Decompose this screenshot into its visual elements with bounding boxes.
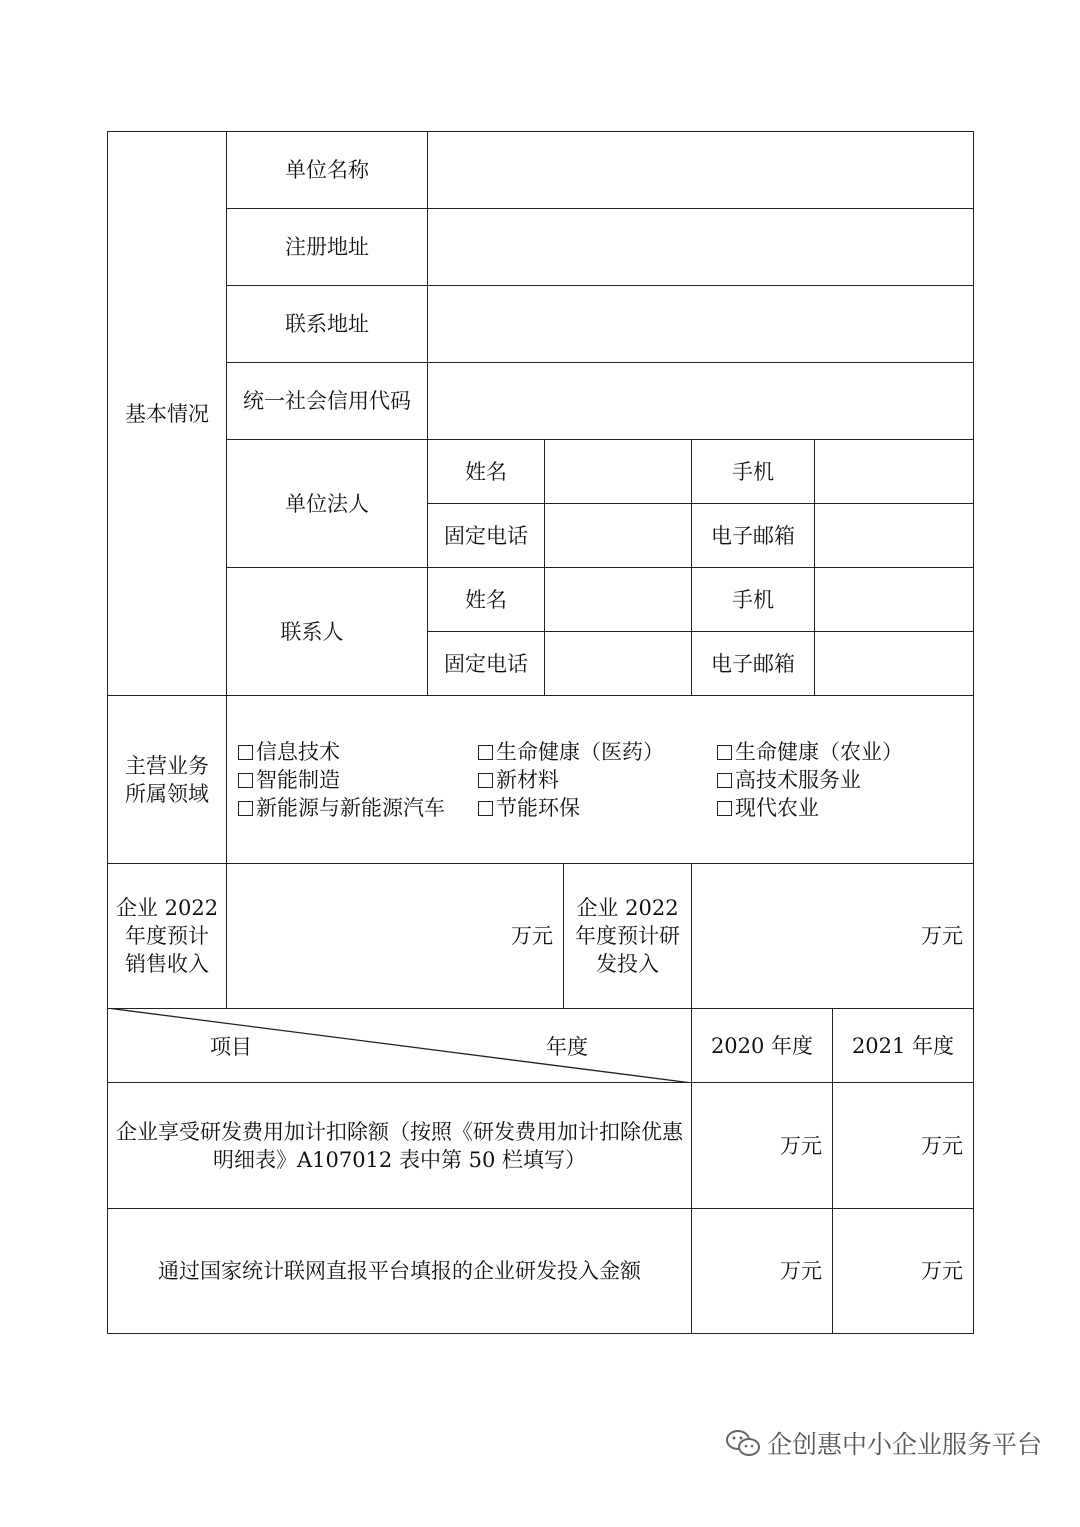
checkbox-icon (238, 773, 253, 788)
business-options-area (226, 695, 974, 864)
label-legal-person: 单位法人 (226, 439, 428, 568)
application-form (107, 131, 974, 1334)
label-contact-phone: 固定电话 (427, 631, 545, 696)
section-basic-label: 基本情况 (107, 131, 227, 696)
option-health-medicine[interactable]: 生命健康（医药） (478, 738, 664, 766)
checkbox-icon (717, 801, 732, 816)
label-reg-address: 注册地址 (226, 208, 428, 286)
input-rd-deduction-2020[interactable]: 万元 (691, 1082, 833, 1209)
input-unit-name[interactable] (427, 131, 974, 209)
header-2021: 2021 年度 (832, 1008, 974, 1083)
label-legal-name: 姓名 (427, 439, 545, 504)
option-info-tech[interactable]: 信息技术 (238, 738, 340, 766)
input-contact-address[interactable] (427, 285, 974, 363)
input-contact-name[interactable] (544, 567, 692, 632)
input-reg-address[interactable] (427, 208, 974, 286)
input-contact-mobile[interactable] (814, 567, 974, 632)
option-new-materials[interactable]: 新材料 (478, 766, 559, 794)
option-modern-agriculture[interactable]: 现代农业 (717, 794, 819, 822)
label-main-business: 主营业务 所属领域 (107, 695, 227, 864)
label-legal-mobile: 手机 (691, 439, 815, 504)
checkbox-icon (717, 773, 732, 788)
label-rd-2022: 企业 2022 年度预计研 发投入 (563, 863, 692, 1009)
checkbox-icon (238, 801, 253, 816)
input-rd-deduction-2021[interactable]: 万元 (832, 1082, 974, 1209)
label-contact-person: 联系人 (226, 567, 428, 696)
input-credit-code[interactable] (427, 362, 974, 440)
option-smart-manufacturing[interactable]: 智能制造 (238, 766, 340, 794)
input-legal-name[interactable] (544, 439, 692, 504)
input-legal-mobile[interactable] (814, 439, 974, 504)
header-item-year: 项目 年度 (107, 1008, 692, 1083)
input-sales-2022[interactable]: 万元 (226, 863, 564, 1009)
label-legal-email: 电子邮箱 (691, 503, 815, 568)
label-contact-email: 电子邮箱 (691, 631, 815, 696)
checkbox-icon (478, 773, 493, 788)
label-credit-code: 统一社会信用代码 (226, 362, 428, 440)
input-legal-email[interactable] (814, 503, 974, 568)
input-rd-2022[interactable]: 万元 (691, 863, 974, 1009)
watermark: 企创惠中小企业服务平台 (725, 1425, 1042, 1461)
checkbox-icon (717, 745, 732, 760)
option-health-agriculture[interactable]: 生命健康（农业） (717, 738, 903, 766)
checkbox-icon (478, 801, 493, 816)
input-rd-investment-2021[interactable]: 万元 (832, 1208, 974, 1334)
option-new-energy[interactable]: 新能源与新能源汽车 (238, 794, 445, 822)
checkbox-icon (238, 745, 253, 760)
wechat-icon (725, 1428, 761, 1458)
label-unit-name: 单位名称 (226, 131, 428, 209)
label-contact-address: 联系地址 (226, 285, 428, 363)
input-contact-phone[interactable] (544, 631, 692, 696)
label-contact-mobile: 手机 (691, 567, 815, 632)
input-legal-phone[interactable] (544, 503, 692, 568)
header-2020: 2020 年度 (691, 1008, 833, 1083)
row-rd-deduction-label: 企业享受研发费用加计扣除额（按照《研发费用加计扣除优惠 明细表》A107012 表中第 50 栏填写） (107, 1082, 692, 1209)
option-high-tech-services[interactable]: 高技术服务业 (717, 766, 861, 794)
label-sales-2022: 企业 2022 年度预计 销售收入 (107, 863, 227, 1009)
input-contact-email[interactable] (814, 631, 974, 696)
diagonal-divider (107, 1008, 692, 1083)
checkbox-icon (478, 745, 493, 760)
option-energy-saving[interactable]: 节能环保 (478, 794, 580, 822)
input-rd-investment-2020[interactable]: 万元 (691, 1208, 833, 1334)
row-rd-investment-label: 通过国家统计联网直报平台填报的企业研发投入金额 (107, 1208, 692, 1334)
label-contact-name: 姓名 (427, 567, 545, 632)
label-legal-phone: 固定电话 (427, 503, 545, 568)
